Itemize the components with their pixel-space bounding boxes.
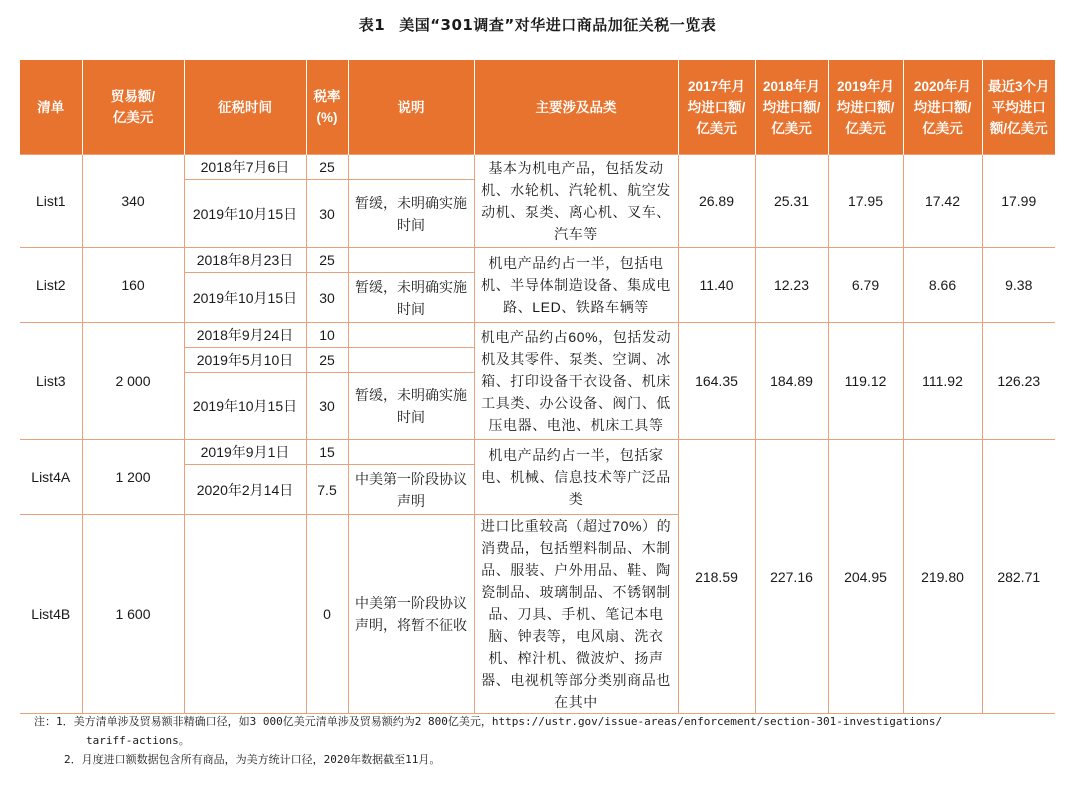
tax-date: 2020年2月14日 (184, 465, 306, 515)
tax-rate: 10 (306, 323, 348, 348)
header-2020 (903, 60, 982, 155)
header-rate-text: 税率(%) (313, 89, 341, 125)
header-list: 清单 (20, 60, 82, 155)
tax-date: 2019年10月15日 (184, 373, 306, 440)
table-number: 表1 (358, 16, 386, 34)
header-2019 (828, 60, 903, 155)
product-categories: 基本为机电产品，包括发动机、水轮机、汽轮机、航空发动机、泵类、离心机、叉车、汽车等 (474, 155, 678, 248)
trade-value: 340 (82, 155, 184, 248)
tax-rate: 25 (306, 248, 348, 273)
tax-note: 中美第一阶段协议声明 (348, 465, 474, 515)
import-recent: 17.99 (982, 155, 1055, 248)
import-2017: 164.35 (678, 323, 755, 440)
table-row (20, 248, 1055, 273)
table-row (20, 323, 1055, 348)
tax-note (348, 323, 474, 348)
header-rate (306, 60, 348, 155)
tax-rate: 7.5 (306, 465, 348, 515)
import-2017: 11.40 (678, 248, 755, 323)
import-recent: 9.38 (982, 248, 1055, 323)
list-name: List2 (20, 248, 82, 323)
header-recent (982, 60, 1055, 155)
header-2017-text: 2017年月均进口额/亿美元 (687, 78, 746, 136)
header-2017 (678, 60, 755, 155)
trade-value: 1 600 (82, 515, 184, 714)
tax-note: 暂缓，未明确实施时间 (348, 273, 474, 323)
tax-date: 2018年9月24日 (184, 323, 306, 348)
footnotes (34, 712, 1064, 769)
import-2020: 8.66 (903, 248, 982, 323)
tax-date: 2019年9月1日 (184, 440, 306, 465)
header-products: 主要涉及品类 (474, 60, 678, 155)
import-2019: 204.95 (828, 440, 903, 714)
footnote-2: 2．月度进口额数据包含所有商品，为美方统计口径，2020年数据截至11月。 (64, 753, 441, 766)
tax-rate: 15 (306, 440, 348, 465)
header-2018-text: 2018年月均进口额/亿美元 (762, 78, 821, 136)
tax-rate: 30 (306, 273, 348, 323)
tax-rate: 0 (306, 515, 348, 714)
tax-date: 2018年7月6日 (184, 155, 306, 180)
table-row (20, 440, 1055, 465)
import-recent: 282.71 (982, 440, 1055, 714)
footnote-1: 注：1．美方清单涉及贸易额非精确口径，如3 000亿美元清单涉及贸易额约为2 800亿美元，https://ustr.gov/issue-areas/enforcement/section-301-investigations/ (34, 715, 943, 728)
import-2017: 26.89 (678, 155, 755, 248)
header-2020-text: 2020年月均进口额/亿美元 (913, 78, 972, 136)
header-row (20, 60, 1055, 155)
header-recent-text: 最近3个月平均进口额/亿美元 (987, 78, 1050, 136)
table-title-text: 美国“301调查”对华进口商品加征关税一览表 (399, 16, 717, 34)
tax-rate: 30 (306, 180, 348, 248)
tax-date (184, 515, 306, 714)
tax-date: 2019年5月10日 (184, 348, 306, 373)
import-recent: 126.23 (982, 323, 1055, 440)
product-categories: 机电产品约占一半，包括家电、机械、信息技术等广泛品类 (474, 440, 678, 515)
trade-value: 1 200 (82, 440, 184, 515)
product-categories: 机电产品约占60%，包括发动机及其零件、泵类、空调、冰箱、打印设备干衣设备、机床工具类、办公设备、阀门、低压电器、电池、机床工具等 (474, 323, 678, 440)
table-row (20, 155, 1055, 180)
header-2019-text: 2019年月均进口额/亿美元 (836, 78, 895, 136)
header-2018 (755, 60, 828, 155)
import-2019: 6.79 (828, 248, 903, 323)
header-trade-text: 贸易额/亿美元 (110, 89, 156, 125)
tax-note (348, 155, 474, 180)
table-title (0, 14, 1075, 35)
tax-rate: 25 (306, 155, 348, 180)
tax-rate: 25 (306, 348, 348, 373)
import-2018: 227.16 (755, 440, 828, 714)
trade-value: 160 (82, 248, 184, 323)
header-time: 征税时间 (184, 60, 306, 155)
tax-note (348, 348, 474, 373)
import-2017: 218.59 (678, 440, 755, 714)
tax-note: 暂缓，未明确实施时间 (348, 180, 474, 248)
product-categories: 机电产品约占一半，包括电机、半导体制造设备、集成电路、LED、铁路车辆等 (474, 248, 678, 323)
list-name: List4B (20, 515, 82, 714)
tariff-table (20, 60, 1055, 714)
tax-date: 2019年10月15日 (184, 273, 306, 323)
list-name: List1 (20, 155, 82, 248)
list-name: List4A (20, 440, 82, 515)
product-categories: 进口比重较高（超过70%）的消费品，包括塑料制品、木制品、服装、户外用品、鞋、陶瓷制品、玻璃制品、不锈钢制品、刀具、手机、笔记本电脑、钟表等，电风扇、洗衣机、榨汁机、微波炉、扬声器、电视机等部分类别商品也在其中 (474, 515, 678, 714)
import-2018: 12.23 (755, 248, 828, 323)
import-2018: 25.31 (755, 155, 828, 248)
import-2019: 17.95 (828, 155, 903, 248)
tax-rate: 30 (306, 373, 348, 440)
tax-date: 2019年10月15日 (184, 180, 306, 248)
tax-date: 2018年8月23日 (184, 248, 306, 273)
import-2020: 219.80 (903, 440, 982, 714)
import-2018: 184.89 (755, 323, 828, 440)
trade-value: 2 000 (82, 323, 184, 440)
import-2020: 17.42 (903, 155, 982, 248)
tax-note: 暂缓，未明确实施时间 (348, 373, 474, 440)
list-name: List3 (20, 323, 82, 440)
tax-note (348, 440, 474, 465)
header-trade (82, 60, 184, 155)
import-2019: 119.12 (828, 323, 903, 440)
tax-note: 中美第一阶段协议声明，将暂不征收 (348, 515, 474, 714)
footnote-1-continued: tariff-actions。 (86, 734, 190, 747)
tax-note (348, 248, 474, 273)
import-2020: 111.92 (903, 323, 982, 440)
header-note: 说明 (348, 60, 474, 155)
